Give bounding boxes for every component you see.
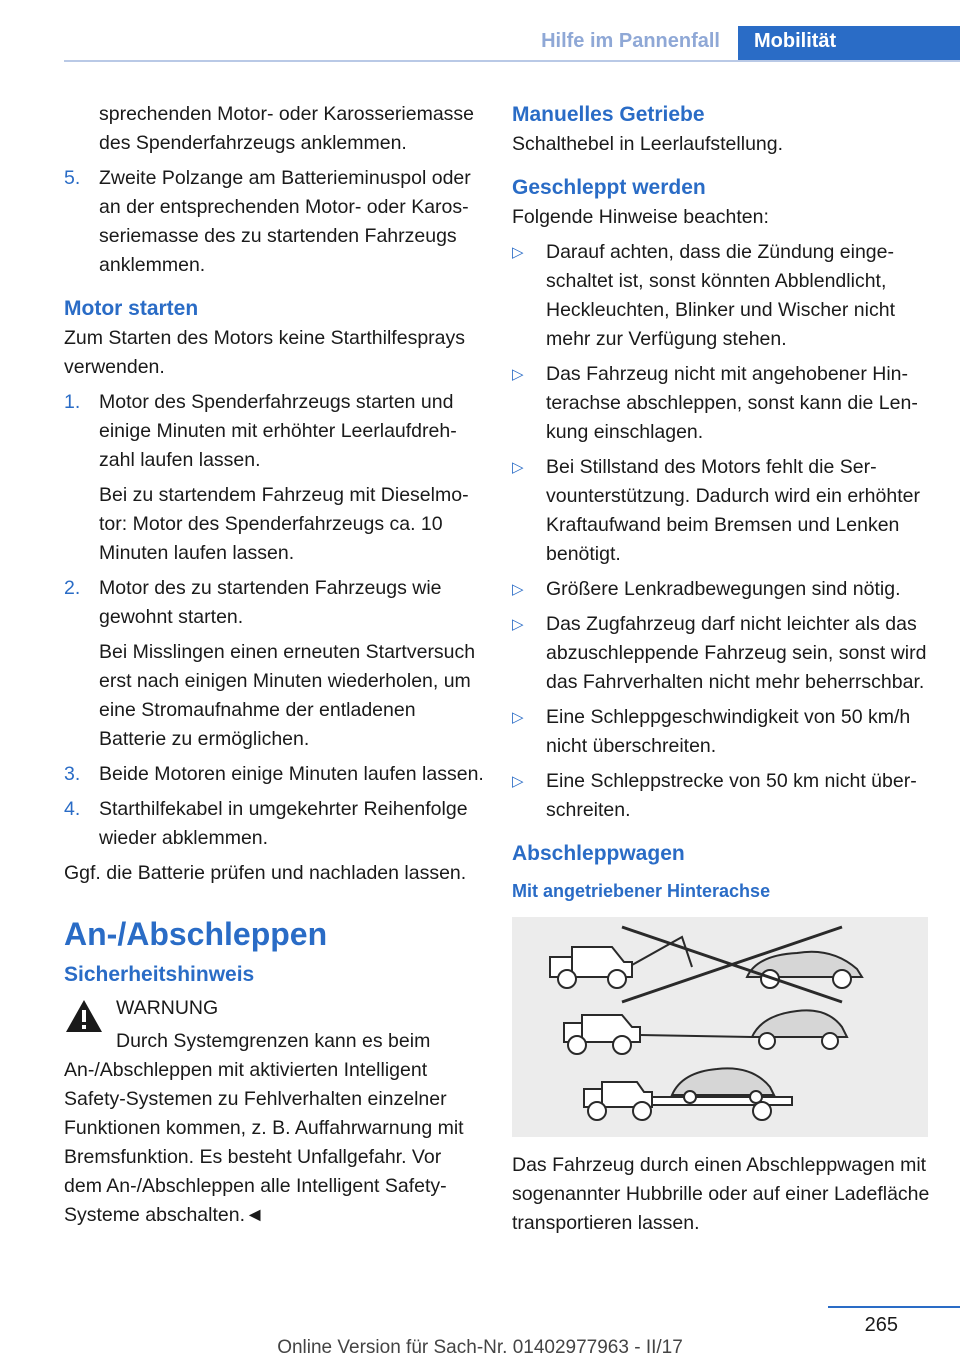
right-column	[512, 100, 932, 1244]
motor-start-heading: Motor starten	[64, 297, 199, 320]
towing-note-item	[512, 575, 932, 604]
triangle-bullet-icon: ▷	[512, 616, 524, 633]
step-3	[64, 760, 484, 789]
towing-note-text: Das Fahrzeug nicht mit angehobener Hinterachse abschleppen, sonst kann die Lenkung einschlagen.	[546, 363, 918, 443]
rear-axle-heading: Mit angetriebener Hinterachse	[512, 881, 771, 901]
closing-note: Ggf. die Batterie prüfen und nachladen lassen.	[64, 862, 467, 884]
step-text: Starthilfekabel in umgekehrter Reihenfolge wieder abklemmen.	[99, 798, 468, 849]
warning-text-body: Durch Systemgrenzen kann es beim An-/Abschleppen mit aktivierten Intelligent Safety-Systemen zu Fehlverhalten einzelner Funktionen kommen, z. B. Auffahrwarnung mit Bremsfunktion. Es besteht Unfallgefahr. Vor dem An-/Abschleppen alle Intelligent Safety-Systeme abschalten.◄	[64, 1030, 464, 1226]
manual-gearbox-heading: Manuelles Getriebe	[512, 103, 705, 126]
triangle-bullet-icon: ▷	[512, 581, 524, 598]
step-text: Motor des zu startenden Fahrzeugs wie gewohnt starten.	[99, 577, 442, 628]
triangle-bullet-icon: ▷	[512, 244, 524, 261]
step-5	[64, 164, 484, 280]
chapter-tab-pannenfall: Hilfe im Pannenfall	[541, 30, 720, 52]
towing-note-text: Bei Stillstand des Motors fehlt die Servounterstützung. Dadurch wird ein erhöhter Kraftaufwand beim Bremsen und Lenken benötigt.	[546, 456, 920, 565]
towing-note-text: Darauf achten, dass die Zündung eingeschaltet ist, sonst könnten Abblendlicht, Heckleuchten, Blinker und Wischer nicht mehr zur Verfügung stehen.	[546, 241, 895, 350]
manual-gearbox-text: Schalthebel in Leerlaufstellung.	[512, 133, 784, 155]
tow-truck-heading: Abschleppwagen	[512, 842, 685, 865]
step-subtext: Bei zu startendem Fahrzeug mit Dieselmotor: Motor des Spenderfahrzeugs ca. 10 Minuten laufen lassen.	[99, 484, 469, 564]
step-number: 4.	[64, 798, 81, 820]
safety-heading: Sicherheitshinweis	[64, 963, 255, 986]
motor-start-intro: Zum Starten des Motors keine Starthilfesprays verwenden.	[64, 327, 465, 378]
figure-caption: Das Fahrzeug durch einen Abschleppwagen mit sogenannter Hubbrille oder auf einer Ladefläche transportieren lassen.	[512, 1154, 930, 1234]
triangle-bullet-icon: ▷	[512, 773, 524, 790]
triangle-bullet-icon: ▷	[512, 709, 524, 726]
towing-note-text: Eine Schleppstrecke von 50 km nicht überschreiten.	[546, 770, 917, 821]
warning-label: WARNUNG	[116, 997, 219, 1019]
chapter-tab-mobilitaet: Mobilität	[738, 26, 960, 62]
tow-methods-diagram	[512, 917, 928, 1137]
crossed-tow-scene	[550, 927, 862, 1002]
wheel-lift-scene	[564, 1010, 847, 1054]
step-4	[64, 795, 484, 853]
towing-notes-list	[512, 238, 932, 825]
towing-note-item	[512, 767, 932, 825]
step-number: 3.	[64, 763, 81, 785]
online-version-note: Online Version für Sach-Nr. 01402977963 - II/17	[277, 1337, 683, 1358]
step-text: Beide Motoren einige Minuten laufen lassen.	[99, 763, 484, 785]
towing-note-item	[512, 453, 932, 569]
footer-rule	[828, 1306, 960, 1308]
step-1	[64, 388, 484, 568]
left-column	[64, 100, 484, 1230]
step-2	[64, 574, 484, 754]
towing-note-text: Das Zugfahrzeug darf nicht leichter als das abzuschleppende Fahrzeug sein, sonst wird das Fahrverhalten nicht mehr beherrschbar.	[546, 613, 927, 693]
warning-triangle-icon	[64, 998, 104, 1034]
header-rule	[64, 60, 960, 62]
towing-note-text: Eine Schleppgeschwindigkeit von 50 km/h nicht überschreiten.	[546, 706, 911, 757]
triangle-bullet-icon: ▷	[512, 459, 524, 476]
being-towed-intro: Folgende Hinweise beachten:	[512, 206, 769, 228]
flatbed-scene	[584, 1068, 792, 1120]
page-number: 265	[864, 1314, 898, 1336]
step-text: Motor des Spenderfahrzeugs starten und einige Minuten mit erhöhter Leerlaufdrehzahl laufen lassen.	[99, 391, 457, 471]
triangle-bullet-icon: ▷	[512, 366, 524, 383]
section-title: An-/Abschleppen	[64, 916, 328, 952]
step-number: 5.	[64, 167, 81, 189]
step-text: Zweite Polzange am Batterieminuspol oder an der entsprechenden Motor- oder Karosseriemasse des zu startenden Fahrzeugs anklemmen.	[99, 167, 471, 276]
towing-note-item	[512, 610, 932, 697]
towing-note-item	[512, 238, 932, 354]
towing-note-item	[512, 360, 932, 447]
being-towed-heading: Geschleppt werden	[512, 176, 706, 199]
towing-note-item	[512, 703, 932, 761]
continued-step-text: sprechenden Motor- oder Karosseriemasse des Spenderfahrzeugs anklemmen.	[99, 103, 475, 154]
step-subtext: Bei Misslingen einen erneuten Startversuch erst nach einigen Minuten wiederholen, um eine Stromaufnahme der entladenen Batterie zu ermöglichen.	[99, 641, 476, 750]
warning-text	[64, 1027, 484, 1230]
step-number: 2.	[64, 577, 81, 599]
towing-note-text: Größere Lenkradbewegungen sind nötig.	[546, 578, 901, 600]
step-number: 1.	[64, 391, 81, 413]
tow-truck-illustration	[512, 917, 928, 1137]
warning-box	[64, 994, 484, 1230]
